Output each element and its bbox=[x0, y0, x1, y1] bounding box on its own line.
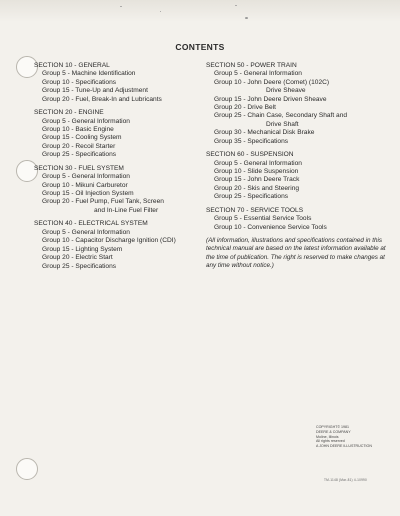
group-item: Group 25 - Specifications bbox=[42, 151, 117, 159]
group-item: Group 20 - Skis and Steering bbox=[214, 184, 300, 192]
group-item: Group 20 - Fuel Pump, Fuel Tank, Screen bbox=[42, 198, 164, 206]
group-item: Group 15 - Oil Injection System bbox=[42, 190, 134, 198]
group-item: Group 5 - General Information bbox=[42, 117, 130, 125]
group-item: Group 35 - Specifications bbox=[214, 137, 289, 145]
copyright-block bbox=[316, 425, 372, 449]
section-title: SECTION 20 - ENGINE bbox=[34, 109, 104, 117]
group-item: Group 20 - Recoil Starter bbox=[42, 142, 116, 150]
group-item: Group 10 - Slide Suspension bbox=[214, 168, 299, 176]
group-item: Group 15 - John Deere Driven Sheave bbox=[214, 95, 327, 103]
page-top-shading bbox=[0, 0, 400, 22]
section-title: SECTION 10 - GENERAL bbox=[34, 62, 110, 69]
section-suspension bbox=[206, 151, 391, 201]
group-item: Group 15 - Lighting System bbox=[42, 245, 123, 253]
copyright-line: A JOHN DEERE ILLUSTRUCTION bbox=[316, 444, 372, 449]
group-item: Group 5 - Essential Service Tools bbox=[214, 215, 312, 223]
copyright-line: DEERE & COMPANY bbox=[316, 429, 351, 434]
paper-speck bbox=[120, 6, 122, 7]
group-item: Group 15 - Tune-Up and Adjustment bbox=[42, 87, 148, 95]
section-title: SECTION 40 - ELECTRICAL SYSTEM bbox=[34, 220, 148, 228]
group-item: Group 10 - Basic Engine bbox=[42, 126, 114, 134]
section-title: SECTION 50 - POWER TRAIN bbox=[206, 62, 297, 69]
group-item: Group 20 - Electric Start bbox=[42, 254, 113, 262]
binder-hole-bottom bbox=[16, 458, 38, 480]
group-item-continuation: Drive Shaft bbox=[266, 120, 299, 128]
copyright-line: COPYRIGHT© 1981 bbox=[316, 425, 350, 429]
right-column bbox=[206, 62, 391, 270]
section-title: SECTION 70 - SERVICE TOOLS bbox=[206, 206, 304, 214]
left-column bbox=[34, 62, 202, 276]
group-item: Group 15 - Cooling System bbox=[42, 134, 122, 142]
group-item: Group 5 - Machine Identification bbox=[42, 70, 136, 78]
group-item: Group 20 - Drive Belt bbox=[214, 104, 276, 112]
group-item: Group 5 - General Information bbox=[42, 228, 130, 236]
group-item: Group 25 - Specifications bbox=[214, 193, 289, 201]
paper-speck bbox=[245, 17, 248, 19]
manual-code: TM-1148 (Mar-81) 4-10990 bbox=[324, 478, 368, 482]
group-item: Group 10 - John Deere (Comet) (102C) bbox=[214, 78, 330, 86]
group-item: Group 5 - General Information bbox=[214, 70, 302, 78]
group-item-continuation: and In-Line Fuel Filter bbox=[94, 206, 159, 214]
group-item: Group 30 - Mechanical Disk Brake bbox=[214, 129, 315, 137]
copyright-line: All rights reserved bbox=[316, 439, 345, 444]
group-item-continuation: Drive Sheave bbox=[266, 87, 306, 95]
group-item: Group 25 - Specifications bbox=[42, 262, 117, 270]
copyright-line: Moline, Illinois bbox=[316, 434, 339, 439]
section-title: SECTION 60 - SUSPENSION bbox=[206, 151, 294, 159]
section-power-train bbox=[206, 62, 391, 146]
section-engine bbox=[34, 109, 202, 159]
section-service-tools bbox=[206, 207, 391, 232]
section-electrical-system bbox=[34, 220, 202, 270]
section-general bbox=[34, 62, 202, 104]
group-item: Group 5 - General Information bbox=[42, 173, 130, 181]
paper-speck bbox=[160, 11, 161, 12]
group-item: Group 15 - John Deere Track bbox=[214, 176, 300, 184]
group-item: Group 10 - Mikuni Carburetor bbox=[42, 181, 128, 189]
group-item: Group 25 - Chain Case, Secondary Shaft and bbox=[214, 112, 348, 120]
section-title: SECTION 30 - FUEL SYSTEM bbox=[34, 164, 124, 172]
page-title: CONTENTS bbox=[175, 42, 225, 52]
group-item: Group 10 - Specifications bbox=[42, 78, 117, 86]
disclaimer-note: (All information, illustrations and specifications contained in this technical manual are based on the latest information available at the time of publication. The right is reserved to make changes at any time without notice.) bbox=[206, 237, 386, 269]
group-item: Group 5 - General Information bbox=[214, 159, 302, 167]
group-item: Group 20 - Fuel, Break-In and Lubricants bbox=[42, 95, 162, 103]
paper-speck bbox=[235, 5, 237, 6]
group-item: Group 10 - Capacitor Discharge Ignition (CDI) bbox=[42, 237, 176, 245]
group-item: Group 10 - Convenience Service Tools bbox=[214, 223, 327, 231]
section-fuel-system bbox=[34, 165, 202, 215]
